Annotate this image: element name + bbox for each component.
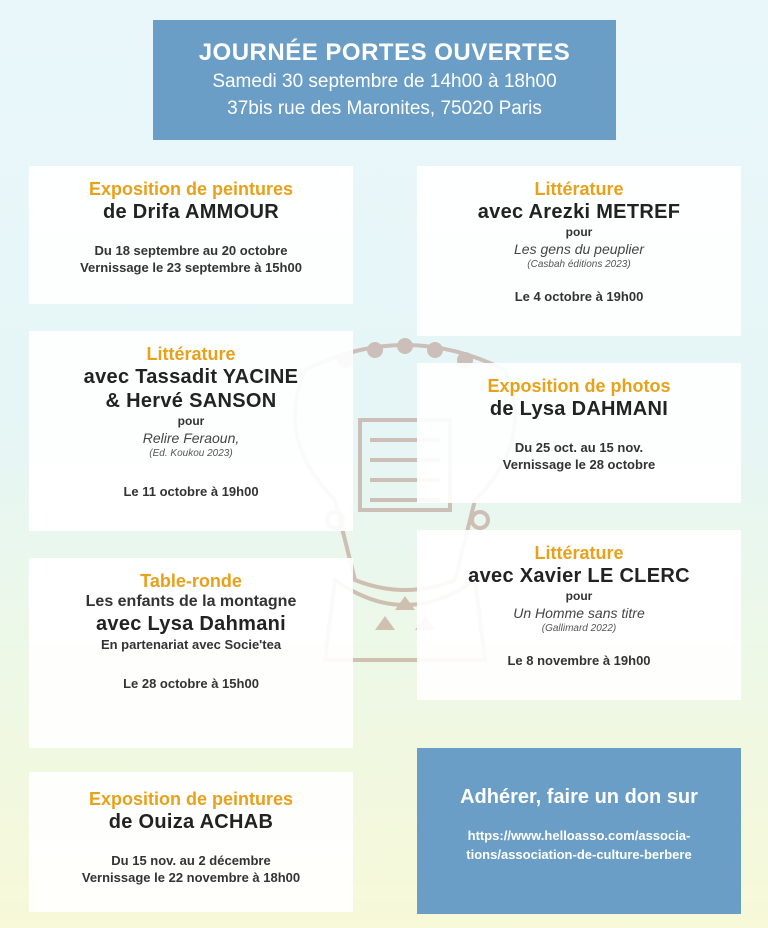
category-label: Exposition de peintures <box>88 179 294 199</box>
event-address: 37bis rue des Maronites, 75020 Paris <box>227 98 542 119</box>
artist-name: de Drifa AMMOUR <box>103 201 279 223</box>
artist-name: de Lysa DAHMANI <box>489 398 669 420</box>
exhibition-dates: Du 18 septembre au 20 octobre <box>94 243 288 258</box>
publisher: (Ed. Koukou 2023) <box>149 448 233 459</box>
book-title: Un Homme sans titre <box>513 605 645 621</box>
card-expo-achab <box>29 772 353 912</box>
category-label: Exposition de photos <box>487 376 671 396</box>
exhibition-dates: Du 25 oct. au 15 nov. <box>514 440 644 455</box>
publisher: (Gallimard 2022) <box>541 623 617 634</box>
card-litterature-metref <box>417 166 741 336</box>
vernissage-date: Vernissage le 23 septembre à 15h00 <box>80 260 302 275</box>
donation-url-line-1[interactable]: https://www.helloasso.com/associa- <box>467 828 691 843</box>
category-label: Exposition de peintures <box>88 789 294 809</box>
donation-link[interactable] <box>417 826 741 864</box>
category-label: Table-ronde <box>140 571 242 591</box>
event-date: Samedi 30 septembre de 14h00 à 18h00 <box>212 71 557 92</box>
publisher: (Casbah éditions 2023) <box>527 259 631 270</box>
donation-url-line-2[interactable]: tions/association-de-culture-berbere <box>466 847 692 862</box>
vernissage-date: Vernissage le 28 octobre <box>502 457 656 472</box>
partner-note: En partenariat avec Socie'tea <box>100 637 282 652</box>
event-date: Le 28 octobre à 15h00 <box>123 676 259 691</box>
donation-title: Adhérer, faire un don sur <box>460 786 698 808</box>
book-title: Relire Feraoun, <box>142 430 240 446</box>
category-label: Littérature <box>146 344 236 364</box>
card-expo-ammour <box>29 166 353 304</box>
speaker-name: avec Lysa Dahmani <box>95 613 286 635</box>
card-litterature-yacine <box>29 331 353 531</box>
author-name: avec Arezki METREF <box>477 201 681 223</box>
event-date: Le 8 novembre à 19h00 <box>507 653 651 668</box>
vernissage-date: Vernissage le 22 novembre à 18h00 <box>81 870 301 885</box>
pour-label: pour <box>565 589 593 603</box>
pour-label: pour <box>177 414 205 428</box>
card-litterature-leclerc <box>417 530 741 700</box>
card-table-ronde <box>29 558 353 748</box>
book-title: Les gens du peuplier <box>514 241 644 257</box>
round-table-topic: Les enfants de la montagne <box>85 593 297 610</box>
category-label: Littérature <box>534 179 624 199</box>
event-date: Le 11 octobre à 19h00 <box>123 484 259 499</box>
author-name: avec Xavier LE CLERC <box>468 565 690 587</box>
exhibition-dates: Du 15 nov. au 2 décembre <box>111 853 271 868</box>
event-header-banner <box>153 20 616 140</box>
artist-name: de Ouiza ACHAB <box>108 811 274 833</box>
author-name-2: & Hervé SANSON <box>105 390 277 412</box>
event-date: Le 4 octobre à 19h00 <box>514 289 644 304</box>
donation-box <box>417 748 741 914</box>
pour-label: pour <box>565 225 593 239</box>
author-name-1: avec Tassadit YACINE <box>83 366 299 388</box>
card-expo-dahmani <box>417 363 741 503</box>
category-label: Littérature <box>534 543 624 563</box>
page-title: JOURNÉE PORTES OUVERTES <box>198 39 571 66</box>
